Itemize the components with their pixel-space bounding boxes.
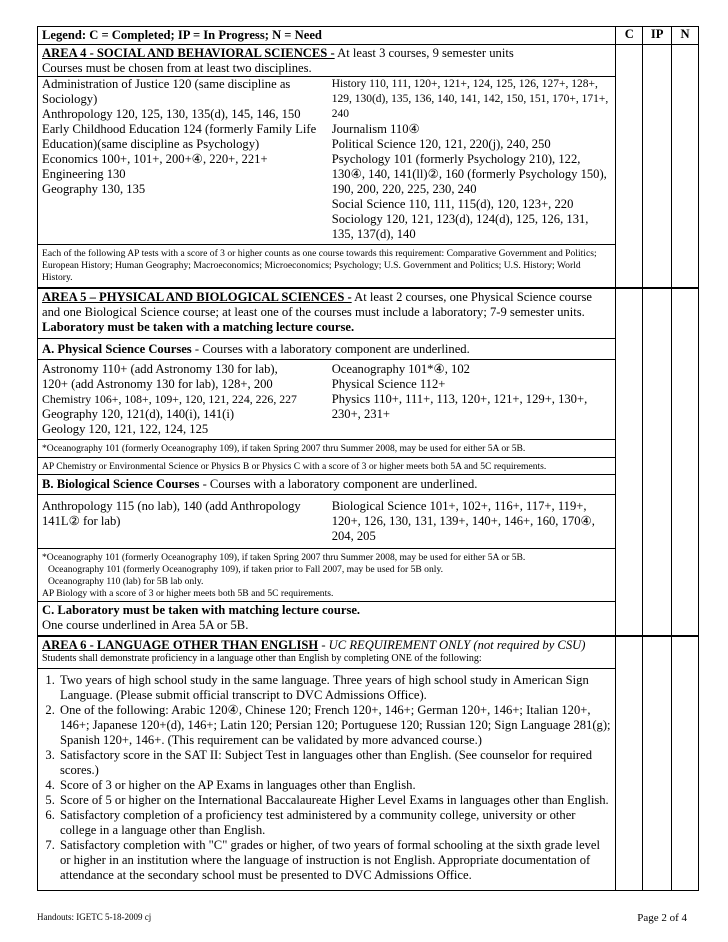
area4-in-progress-cell[interactable]: [642, 45, 671, 287]
area6-intro: Students shall demonstrate proficiency in a language other than English by completing ONE of the following:: [42, 653, 482, 664]
area5-lab-requirement: Laboratory must be taken with a matching lecture course.: [42, 320, 355, 334]
course-line: Anthropology 120, 125, 130, 135(d), 145, 146, 150: [42, 107, 301, 121]
area6-in-progress-cell[interactable]: [642, 637, 671, 890]
list-item: 6. Satisfactory completion of a proficiency test administered by a community college, university or other college in a language other than English.: [58, 808, 611, 838]
course-line: Physical Science 112+: [331, 377, 446, 391]
area5-need-cell[interactable]: [671, 289, 698, 635]
area5b-course-columns: [42, 499, 611, 544]
list-item: 2. One of the following: Arabic 120④, Chinese 120; French 120+, 146+; German 120+, 146+; Italian 120+, 146+; Japanese 120+(d), 146+; Latin 120; Persian 120; Portuguese 120; Russian 120; Sign Language 281(g); Spanish 120+, 146+. (This requirement can be validated by more advanced course.): [58, 703, 611, 748]
course-line: Economics 100+, 101+, 200+④, 220+, 221+: [42, 152, 268, 166]
course-line: Sociology 120, 121, 123(d), 124(d), 125, 126, 131, 135, 137(d), 140: [331, 212, 589, 241]
area5b-notes: [38, 548, 615, 601]
area5-in-progress-cell[interactable]: [642, 289, 671, 635]
course-line: Administration of Justice 120 (same discipline as Sociology): [42, 77, 291, 106]
course-line: Social Science 110, 111, 115(d), 120, 123+, 220: [331, 197, 574, 211]
legend-row: [38, 27, 698, 44]
col-in-progress-header: IP: [642, 27, 671, 44]
area5a-course-columns: [42, 362, 611, 437]
list-item: 1. Two years of high school study in the same language. Three years of high school study in American Sign Language. (Please submit official transcript to DVC Admissions Office).: [58, 673, 611, 703]
area5b-title: B. Biological Science Courses: [42, 477, 200, 491]
course-line: History 110, 111, 120+, 121+, 124, 125, 126, 127+, 128+, 129, 130(d), 135, 136, 140, 141, 142, 150, 151, 170+, 171+, 240: [331, 78, 609, 120]
igetc-page: [37, 26, 699, 891]
area4-requirement: At least 3 courses, 9 semester units: [334, 46, 514, 60]
course-line: Engineering 130: [42, 167, 126, 181]
course-line: 120+ (add Astronomy 130 for lab), 128+, 200: [42, 377, 273, 391]
area4-content: [38, 45, 615, 287]
list-item: 4. Score of 3 or higher on the AP Exams in languages other than English.: [58, 778, 611, 793]
area4-need-cell[interactable]: [671, 45, 698, 287]
area5a-description: - Courses with a laboratory component are underlined.: [191, 342, 470, 356]
course-line: Political Science 120, 121, 220(j), 240, 250: [331, 137, 551, 151]
area5b-left-column: Anthropology 115 (no lab), 140 (add Anthropology 141L② for lab): [42, 499, 301, 528]
area4-course-columns: [42, 77, 611, 242]
note-line: AP Biology with a score of 3 or higher meets both 5B and 5C requirements.: [42, 588, 334, 599]
area4-right-column: [332, 77, 612, 242]
area4-title: AREA 4 - SOCIAL AND BEHAVIORAL SCIENCES -: [42, 46, 335, 60]
legend-text: Legend: C = Completed; IP = In Progress; N = Need: [42, 28, 322, 42]
page-number: Page 2 of 4: [637, 912, 687, 924]
area5c-text: One course underlined in Area 5A or 5B.: [42, 618, 249, 632]
area5-title: AREA 5 – PHYSICAL AND BIOLOGICAL SCIENCES -: [42, 290, 352, 304]
note-line: *Oceanography 101 (formerly Oceanography 109), if taken Spring 2007 thru Summer 2008, may be used for either 5A or 5B.: [42, 552, 526, 563]
area5-requirement: At least 2 courses, one Physical Science course and one Biological Science course; at least one of the courses must include a laboratory; 7-9 semester units.: [42, 290, 592, 319]
course-line: Geography 130, 135: [42, 182, 146, 196]
col-completed-header: C: [615, 27, 642, 44]
footer-handout-label: Handouts: IGETC 5-18-2009 cj: [37, 912, 152, 922]
page-footer: [37, 912, 687, 924]
area6-title: AREA 6 - LANGUAGE OTHER THAN ENGLISH: [42, 638, 319, 652]
list-item: 3. Satisfactory score in the SAT II: Subject Test in languages other than English. (See counselor for required scores.): [58, 748, 611, 778]
course-line: Geography 120, 121(d), 140(i), 141(i): [42, 407, 235, 421]
course-line: Journalism 110④: [331, 122, 420, 136]
area5a-title: A. Physical Science Courses: [42, 342, 192, 356]
course-line: Oceanography 101*④, 102: [331, 362, 470, 376]
area6-options-list: [42, 673, 611, 883]
requirements-table: [37, 26, 699, 891]
area6-content: [38, 637, 615, 890]
course-line: Early Childhood Education 124 (formerly Family Life Education)(same discipline as Psychology): [42, 122, 317, 151]
area4-ap-note: Each of the following AP tests with a score of 3 or higher counts as one course towards this requirement: Comparative Government and Politics; European History; Human Geography; Macroeconomics; Microeconomics; Psychology; U.S. Government and Politics; U.S. History; World History.: [38, 244, 615, 286]
list-item: 5. Score of 5 or higher on the International Baccalaureate Higher Level Exams in languages other than English.: [58, 793, 611, 808]
area4-left-column: [42, 77, 332, 242]
col-need-header: N: [671, 27, 698, 44]
list-item: 7. Satisfactory completion with "C" grades or higher, of two years of formal schooling at the sixth grade level or higher in an institution where the language of instruction is not English. Appropriate documentation of attendance at the secondary school must be presented to DVC Admissions Office.: [58, 838, 611, 883]
course-line: Chemistry 106+, 108+, 109+, 120, 121, 224, 226, 227: [42, 392, 297, 406]
area6-need-cell[interactable]: [671, 637, 698, 890]
area5b-description: - Courses with a laboratory component are underlined.: [199, 477, 478, 491]
course-line: Geology 120, 121, 122, 124, 125: [42, 422, 209, 436]
area5a-note-ap: AP Chemistry or Environmental Science or Physics B or Physics C with a score of 3 or higher meets both 5A and 5C requirements.: [38, 457, 615, 474]
area4-row: [38, 44, 698, 287]
note-line: Oceanography 110 (lab) for 5B lab only.: [48, 576, 204, 587]
area4-subtitle: Courses must be chosen from at least two disciplines.: [42, 61, 312, 75]
area5a-right-column: [332, 362, 612, 437]
area5-row: [38, 287, 698, 635]
area4-completed-cell[interactable]: [615, 45, 642, 287]
note-line: Oceanography 101 (formerly Oceanography 109), if taken prior to Fall 2007, may be used for 5B only.: [48, 564, 444, 575]
area5a-note-oceanography: *Oceanography 101 (formerly Oceanography 109), if taken Spring 2007 thru Summer 2008, may be used for either 5A or 5B.: [38, 439, 615, 457]
area5a-left-column: [42, 362, 332, 437]
area6-row: [38, 635, 698, 890]
area5-content: [38, 289, 615, 635]
area5c-title: C. Laboratory must be taken with matching lecture course.: [42, 603, 361, 617]
course-line: Psychology 101 (formerly Psychology 210), 122, 130④, 140, 141(ll)②, 160 (formerly Psychology 150), 190, 200, 220, 225, 230, 240: [331, 152, 607, 196]
area5-completed-cell[interactable]: [615, 289, 642, 635]
area6-completed-cell[interactable]: [615, 637, 642, 890]
area5b-right-column: Biological Science 101+, 102+, 116+, 117+, 119+, 120+, 126, 130, 131, 139+, 140+, 146+, 160, 170④, 204, 205: [331, 499, 595, 543]
course-line: Astronomy 110+ (add Astronomy 130 for lab),: [42, 362, 278, 376]
area6-requirement: - UC REQUIREMENT ONLY (not required by CSU): [318, 638, 586, 652]
course-line: Physics 110+, 111+, 113, 120+, 121+, 129+, 130+, 230+, 231+: [331, 392, 588, 421]
